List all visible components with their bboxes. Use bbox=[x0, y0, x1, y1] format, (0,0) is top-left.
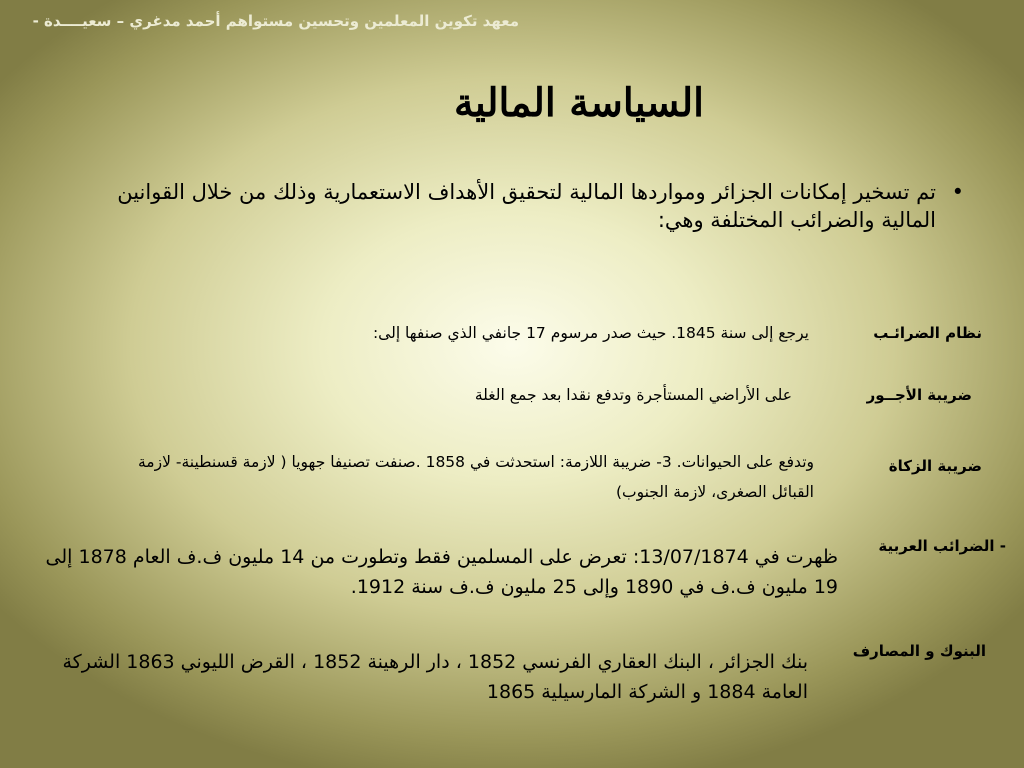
arab-taxes-label: - الضرائب العربية bbox=[878, 537, 1006, 555]
bullet-icon: • bbox=[951, 180, 964, 204]
banks-text: بنك الجزائر ، البنك العقاري الفرنسي 1852 ، دار الرهينة 1852 ، القرض الليوني 1863 الشركة العامة 1884 و الشركة المارسيلية 1865 bbox=[62, 651, 808, 703]
wage-tax-text: على الأراضي المستأجرة وتدفع نقدا بعد جمع الغلة bbox=[474, 386, 792, 404]
tax-system-text: يرجع إلى سنة 1845. حيث صدر مرسوم 17 جانفي الذي صنفها إلى: bbox=[372, 324, 809, 342]
arab-taxes-text: ظهرت في 13/07/1874: تعرض على المسلمين فقط وتطورت من 14 مليون ف.ف العام 1878 إلى 19 مليون ف.ف في 1890 وإلى 25 مليون ف.ف سنة 1912. bbox=[45, 546, 838, 598]
intro-bullet-text: تم تسخير إمكانات الجزائر ومواردها المالية لتحقيق الأهداف الاستعمارية وذلك من خلال القوانين المالية والضرائب المختلفة وهي: bbox=[117, 180, 936, 232]
zakat-tax-text: وتدفع على الحيوانات. 3- ضريبة اللازمة: استحدثت في 1858 .صنفت تصنيفا جهويا ( لازمة قسنطينة- لازمة القبائل الصغرى، لازمة الجنوب) bbox=[138, 453, 814, 501]
zakat-tax-label: ضريبة الزكاة bbox=[888, 457, 982, 475]
wage-tax-label: ضريبة الأجــور bbox=[866, 386, 972, 404]
banks-label: البنوك و المصارف bbox=[852, 642, 986, 660]
institute-header: معهد تكوين المعلمين وتحسين مستواهم أحمد مدغري – سعيــــدة - bbox=[32, 12, 519, 30]
slide-title: السياسة المالية bbox=[453, 80, 704, 126]
intro-bullet bbox=[106, 178, 964, 234]
tax-system-label: نظام الضرائـب bbox=[873, 324, 982, 342]
